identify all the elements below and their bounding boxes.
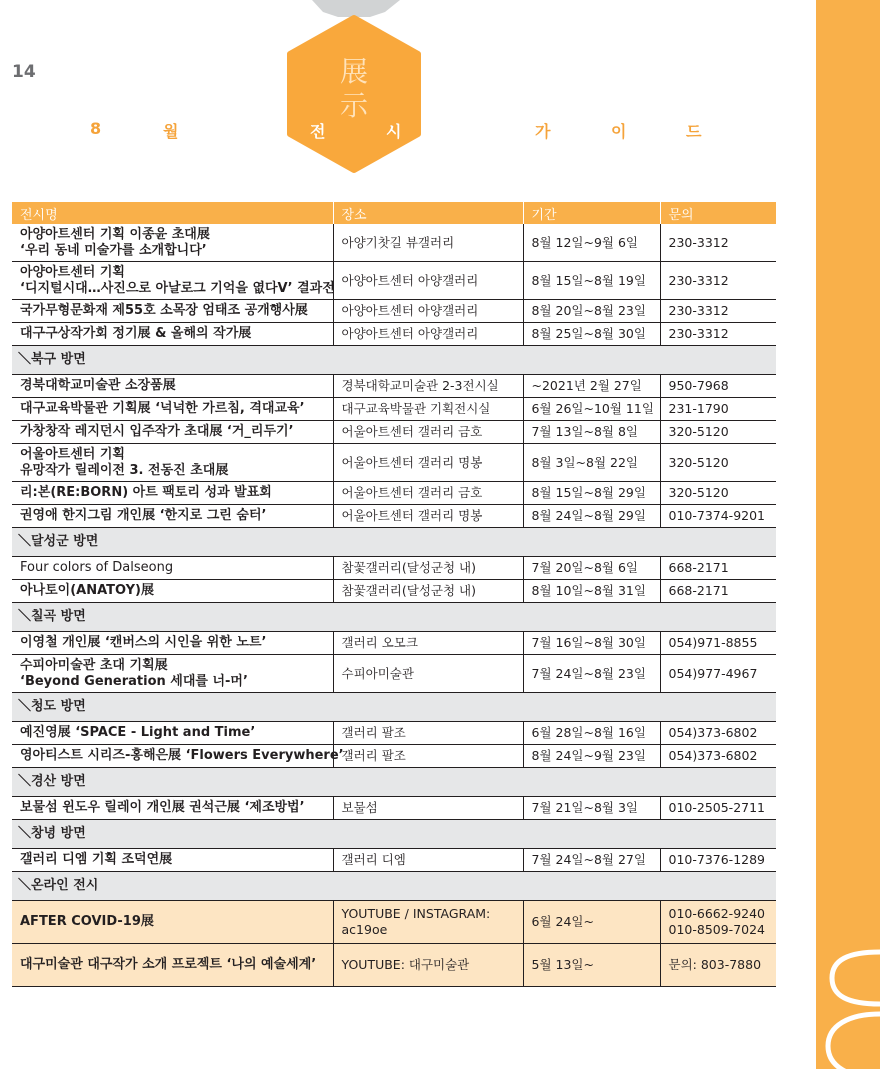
exhibit-name: 국가무형문화재 제55호 소목장 엄태조 공개행사展 xyxy=(20,303,308,318)
exhibit-contact: 문의: 803-7880 xyxy=(660,944,776,987)
column-header-period: 기간 xyxy=(523,202,660,224)
exhibit-contact: 230-3312 xyxy=(660,323,776,346)
exhibit-name: 권영애 한지그림 개인展 ‘한지로 그린 숨터’ xyxy=(20,508,267,523)
exhibit-contact: 010-7374-9201 xyxy=(660,505,776,528)
exhibit-name-cell xyxy=(12,557,333,580)
exhibit-venue: 어울아트센터 갤러리 명봉 xyxy=(333,444,523,482)
exhibit-name-cell xyxy=(12,444,333,482)
region-row xyxy=(12,768,776,797)
region-row xyxy=(12,872,776,901)
exhibit-contact: 320-5120 xyxy=(660,444,776,482)
exhibit-name: Four colors of Dalseong xyxy=(20,560,174,575)
exhibit-venue: 갤러리 팔조 xyxy=(333,722,523,745)
table-row xyxy=(12,262,776,300)
exhibit-contact: 054)373-6802 xyxy=(660,722,776,745)
exhibit-period: 6월 26일~10월 11일 xyxy=(523,398,660,421)
exhibit-name: 아나토이(ANATOY)展 xyxy=(20,583,154,598)
exhibit-venue: 갤러리 디엠 xyxy=(333,849,523,872)
exhibit-contact: 320-5120 xyxy=(660,482,776,505)
table-header-row xyxy=(12,202,776,224)
exhibit-contact: 231-1790 xyxy=(660,398,776,421)
exhibit-name: 영아티스트 시리즈-홍해은展 ‘Flowers Everywhere’ xyxy=(20,748,344,763)
title-character: 이 xyxy=(611,122,627,141)
exhibit-name: 대구교육박물관 기획展 ‘넉넉한 가르침, 격대교육’ xyxy=(20,401,305,416)
table-row xyxy=(12,849,776,872)
exhibit-period: 8월 15일~8월 19일 xyxy=(523,262,660,300)
exhibit-name-cell xyxy=(12,722,333,745)
exhibit-venue: 보물섬 xyxy=(333,797,523,820)
exhibit-name-cell xyxy=(12,580,333,603)
exhibit-period: 7월 16일~8월 30일 xyxy=(523,632,660,655)
table-row xyxy=(12,632,776,655)
exhibit-name: ‘디지털시대…사진으로 아날로그 기억을 엾다V’ 결과전 xyxy=(20,280,335,296)
exhibit-name-cell xyxy=(12,944,333,987)
exhibit-name: 대구미술관 대구작가 소개 프로젝트 ‘나의 예술세계’ xyxy=(20,957,317,972)
exhibition-table xyxy=(12,202,776,987)
exhibit-period: 6월 28일~8월 16일 xyxy=(523,722,660,745)
exhibit-name-cell xyxy=(12,375,333,398)
exhibit-period: 7월 24일~8월 27일 xyxy=(523,849,660,872)
exhibit-period: 7월 24일~8월 23일 xyxy=(523,655,660,693)
exhibit-name: 어울아트센터 기획 xyxy=(20,446,125,462)
side-decoration-icon xyxy=(820,940,880,1069)
hex-character: 展 xyxy=(339,55,368,88)
exhibit-contact: 054)977-4967 xyxy=(660,655,776,693)
exhibit-venue: 갤러리 팔조 xyxy=(333,745,523,768)
exhibit-contact: 010-2505-2711 xyxy=(660,797,776,820)
table-row xyxy=(12,722,776,745)
table-body xyxy=(12,224,776,987)
region-label: ＼청도 방면 xyxy=(12,693,776,722)
exhibit-venue: 참꽃갤러리(달성군청 내) xyxy=(333,557,523,580)
exhibit-name-cell xyxy=(12,398,333,421)
exhibit-name: 갤러리 디엠 기획 조덕연展 xyxy=(20,852,173,867)
exhibit-name: 아양아트센터 기획 이종윤 초대展 xyxy=(20,226,210,242)
exhibit-venue: 어울아트센터 갤러리 명봉 xyxy=(333,505,523,528)
exhibit-name-cell xyxy=(12,632,333,655)
exhibit-contact: 054)971-8855 xyxy=(660,632,776,655)
title-character: 가 xyxy=(535,122,551,141)
table-row xyxy=(12,398,776,421)
table-row xyxy=(12,797,776,820)
exhibit-name-cell xyxy=(12,505,333,528)
exhibit-period: 7월 21일~8월 3일 xyxy=(523,797,660,820)
exhibit-name-cell xyxy=(12,797,333,820)
exhibit-period: 8월 25일~8월 30일 xyxy=(523,323,660,346)
exhibit-venue: 참꽃갤러리(달성군청 내) xyxy=(333,580,523,603)
table-row xyxy=(12,300,776,323)
region-row xyxy=(12,603,776,632)
exhibit-name: 경북대학교미술관 소장품展 xyxy=(20,378,176,393)
exhibit-period: 6월 24일~ xyxy=(523,901,660,944)
table-row xyxy=(12,557,776,580)
exhibit-contact: 668-2171 xyxy=(660,580,776,603)
exhibit-venue: 경북대학교미술관 2-3전시실 xyxy=(333,375,523,398)
column-header-venue: 장소 xyxy=(333,202,523,224)
table-row xyxy=(12,580,776,603)
exhibit-venue: 갤러리 오모크 xyxy=(333,632,523,655)
exhibit-name: 아양아트센터 기획 xyxy=(20,264,125,280)
region-row xyxy=(12,820,776,849)
exhibit-name: 예진영展 ‘SPACE - Light and Time’ xyxy=(20,725,256,740)
exhibit-contact: 950-7968 xyxy=(660,375,776,398)
exhibit-contact: 230-3312 xyxy=(660,262,776,300)
exhibit-contact: 054)373-6802 xyxy=(660,745,776,768)
table-row xyxy=(12,745,776,768)
exhibit-name-cell xyxy=(12,300,333,323)
exhibit-period: 8월 24일~8월 29일 xyxy=(523,505,660,528)
region-label: ＼칠곡 방면 xyxy=(12,603,776,632)
title-character: 시 xyxy=(386,122,402,141)
column-header-contact: 문의 xyxy=(660,202,776,224)
region-label: ＼온라인 전시 xyxy=(12,872,776,901)
title-character: 월 xyxy=(163,122,179,141)
exhibit-name: ‘Beyond Generation 세대를 너-머’ xyxy=(20,673,248,689)
table-row xyxy=(12,505,776,528)
exhibit-name-cell xyxy=(12,849,333,872)
region-row xyxy=(12,528,776,557)
exhibit-name-cell xyxy=(12,224,333,262)
exhibit-name-cell xyxy=(12,421,333,444)
exhibit-period: 8월 12일~9월 6일 xyxy=(523,224,660,262)
table-row xyxy=(12,444,776,482)
exhibit-venue: YOUTUBE: 대구미술관 xyxy=(333,944,523,987)
exhibit-contact: 230-3312 xyxy=(660,224,776,262)
exhibit-contact: 230-3312 xyxy=(660,300,776,323)
exhibit-contact: 010-6662-9240 010-8509-7024 xyxy=(660,901,776,944)
table-row xyxy=(12,224,776,262)
title-character: 전 xyxy=(310,122,326,141)
exhibit-contact: 320-5120 xyxy=(660,421,776,444)
region-label: ＼창녕 방면 xyxy=(12,820,776,849)
exhibit-period: 5월 13일~ xyxy=(523,944,660,987)
table-row xyxy=(12,482,776,505)
exhibit-name: AFTER COVID-19展 xyxy=(20,914,154,929)
exhibit-period: 8월 24일~9월 23일 xyxy=(523,745,660,768)
table-row xyxy=(12,421,776,444)
region-label: ＼경산 방면 xyxy=(12,768,776,797)
exhibit-venue: 아양기찻길 뷰갤러리 xyxy=(333,224,523,262)
table-row xyxy=(12,375,776,398)
hex-character: 示 xyxy=(339,89,368,122)
exhibit-period: 7월 20일~8월 6일 xyxy=(523,557,660,580)
exhibit-period: 8월 15일~8월 29일 xyxy=(523,482,660,505)
top-tab-shape xyxy=(0,0,880,30)
exhibit-name: 리:본(RE:BORN) 아트 팩토리 성과 발표회 xyxy=(20,485,272,500)
exhibit-period: 7월 13일~8월 8일 xyxy=(523,421,660,444)
exhibit-period: 8월 3일~8월 22일 xyxy=(523,444,660,482)
exhibit-contact: 668-2171 xyxy=(660,557,776,580)
exhibit-name: 가창창작 레지던시 입주작가 초대展 ‘거_리두기’ xyxy=(20,424,294,439)
exhibit-period: ~2021년 2월 27일 xyxy=(523,375,660,398)
exhibit-name: 대구구상작가회 정기展 & 올해의 작가展 xyxy=(20,326,252,341)
region-row xyxy=(12,693,776,722)
exhibit-period: 8월 20일~8월 23일 xyxy=(523,300,660,323)
region-label: ＼달성군 방면 xyxy=(12,528,776,557)
title-character: 드 xyxy=(686,122,702,141)
exhibit-name: 이영철 개인展 ‘캔버스의 시인을 위한 노트’ xyxy=(20,635,267,650)
online-row xyxy=(12,944,776,987)
page-number: 14 xyxy=(12,62,36,82)
table-row xyxy=(12,655,776,693)
exhibit-name-cell xyxy=(12,323,333,346)
exhibit-venue: 아양아트센터 아양갤러리 xyxy=(333,300,523,323)
exhibit-name: ‘우리 동네 미술가를 소개합니다’ xyxy=(20,242,207,258)
exhibit-period: 8월 10일~8월 31일 xyxy=(523,580,660,603)
exhibit-venue: 대구교육박물관 기획전시실 xyxy=(333,398,523,421)
exhibit-name-cell xyxy=(12,655,333,693)
exhibit-venue: YOUTUBE / INSTAGRAM: ac19oe xyxy=(333,901,523,944)
exhibit-name-cell xyxy=(12,745,344,768)
exhibit-venue: 수피아미술관 xyxy=(333,655,523,693)
table-row xyxy=(12,323,776,346)
exhibit-contact: 010-7376-1289 xyxy=(660,849,776,872)
exhibit-name-cell xyxy=(12,901,333,944)
exhibit-name-cell xyxy=(12,482,333,505)
side-color-bar xyxy=(816,0,880,1069)
exhibit-venue: 어울아트센터 갤러리 금호 xyxy=(333,482,523,505)
column-header-name: 전시명 xyxy=(12,202,333,224)
exhibit-venue: 어울아트센터 갤러리 금호 xyxy=(333,421,523,444)
exhibit-venue: 아양아트센터 아양갤러리 xyxy=(333,323,523,346)
exhibit-venue: 아양아트센터 아양갤러리 xyxy=(333,262,523,300)
exhibit-name: 수피아미술관 초대 기획展 xyxy=(20,657,168,673)
title-character: 8 xyxy=(90,119,102,138)
exhibit-name: 유망작가 릴레이전 3. 전동진 초대展 xyxy=(20,462,229,478)
region-label: ＼북구 방면 xyxy=(12,346,776,375)
exhibit-name-cell xyxy=(12,262,333,300)
exhibit-name: 보물섬 윈도우 릴레이 개인展 권석근展 ‘제조방법’ xyxy=(20,800,305,815)
online-row xyxy=(12,901,776,944)
region-row xyxy=(12,346,776,375)
